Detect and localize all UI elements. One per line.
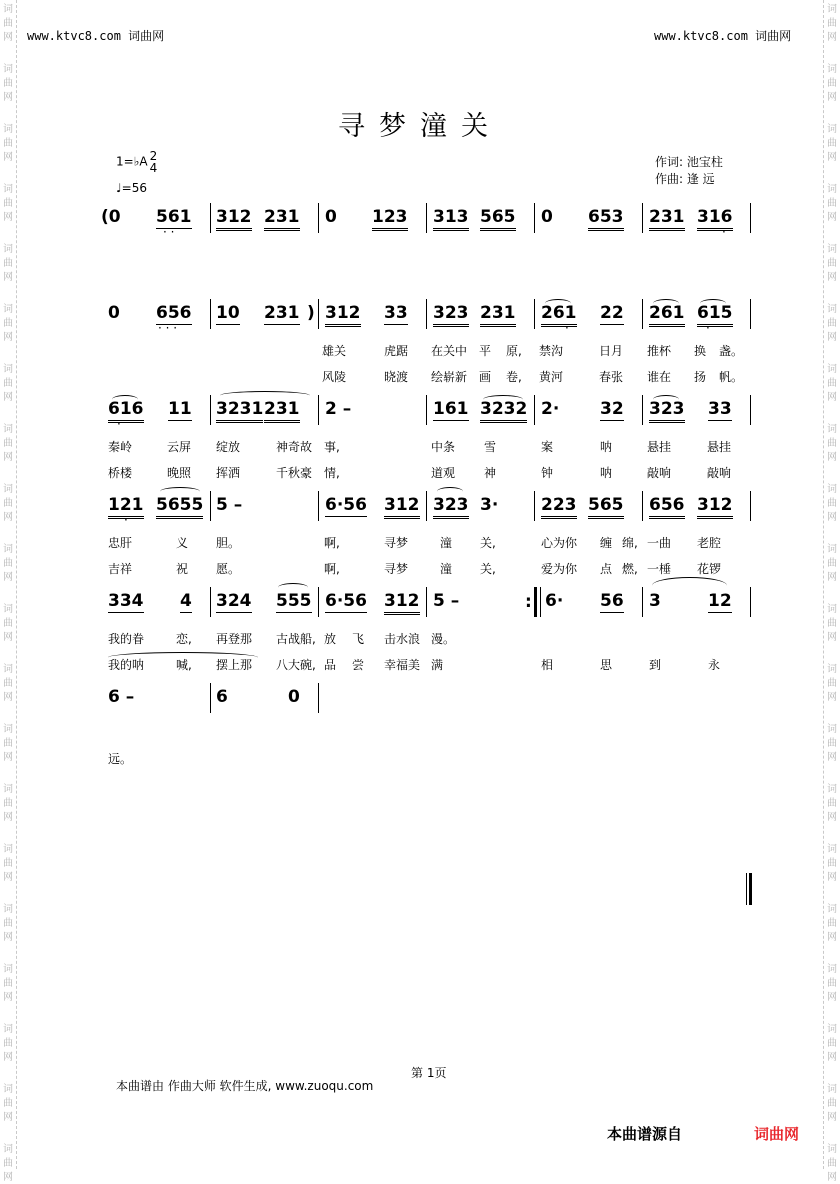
source-site-link[interactable]: 词曲网: [754, 1125, 800, 1143]
watermark-glyph: 网: [827, 1172, 837, 1183]
watermark-glyph: 网: [827, 632, 837, 643]
watermark-glyph: 曲: [827, 1158, 837, 1169]
watermark-glyph: 曲: [827, 1038, 837, 1049]
time-top: 2: [149, 149, 158, 163]
note: 6 –: [108, 687, 135, 707]
note: 323: [649, 399, 685, 423]
watermark-glyph: 曲: [827, 1098, 837, 1109]
watermark-glyph: 网: [3, 752, 13, 763]
final-barline: [746, 873, 747, 905]
watermark-glyph: 曲: [3, 618, 13, 629]
note: 261: [649, 303, 685, 327]
watermark-glyph: 词: [827, 304, 837, 315]
note: 22: [600, 303, 624, 323]
watermark-glyph: 曲: [827, 78, 837, 89]
note: 5655: [156, 495, 203, 519]
watermark-glyph: 词: [827, 1024, 837, 1035]
note: 313: [433, 207, 469, 231]
watermark-glyph: 曲: [827, 498, 837, 509]
note: 316: [697, 207, 733, 231]
watermark-glyph: 网: [3, 632, 13, 643]
watermark-glyph: 网: [827, 392, 837, 403]
note: 11: [168, 399, 192, 419]
watermark-glyph: 网: [3, 812, 13, 823]
note: 231: [264, 303, 300, 323]
watermark-glyph: 网: [3, 152, 13, 163]
watermark-glyph: 曲: [3, 318, 13, 329]
note: 312: [384, 495, 420, 519]
watermark-glyph: 曲: [3, 18, 13, 29]
watermark-glyph: 词: [827, 244, 837, 255]
watermark-glyph: 词: [3, 904, 13, 915]
watermark-glyph: 词: [827, 484, 837, 495]
watermark-glyph: 网: [3, 932, 13, 943]
key-signature: 1=♭A 2 4: [116, 149, 158, 175]
note: 561: [156, 207, 192, 227]
watermark-glyph: 曲: [3, 798, 13, 809]
watermark-glyph: 网: [827, 32, 837, 43]
watermark-glyph: 曲: [827, 18, 837, 29]
watermark-glyph: 词: [3, 1024, 13, 1035]
tempo-mark: ♩=56: [116, 181, 147, 195]
watermark-glyph: 曲: [827, 978, 837, 989]
note: 0: [108, 303, 120, 323]
note: 10: [216, 303, 240, 323]
note: 656: [649, 495, 685, 519]
watermark-glyph: 词: [3, 304, 13, 315]
note: 653: [588, 207, 624, 231]
watermark-glyph: 词: [3, 1144, 13, 1155]
watermark-glyph: 词: [827, 784, 837, 795]
watermark-glyph: 网: [3, 992, 13, 1003]
source-label: 本曲谱源自: [607, 1125, 683, 1143]
note: 231: [264, 399, 300, 423]
note: 123: [372, 207, 408, 231]
watermark-glyph: 曲: [3, 858, 13, 869]
note: 4: [180, 591, 192, 611]
watermark-glyph: 网: [827, 332, 837, 343]
note: 12: [708, 591, 732, 611]
note: 565: [480, 207, 516, 231]
note: 616: [108, 399, 144, 423]
watermark-glyph: 词: [827, 364, 837, 375]
watermark-glyph: 词: [3, 64, 13, 75]
note: 3232: [480, 399, 527, 423]
watermark-glyph: 曲: [3, 258, 13, 269]
note: ): [307, 303, 315, 323]
watermark-glyph: 网: [3, 452, 13, 463]
left-watermark-strip: [0, 0, 17, 1183]
watermark-glyph: 曲: [827, 678, 837, 689]
watermark-glyph: 曲: [827, 918, 837, 929]
watermark-glyph: 曲: [827, 438, 837, 449]
watermark-glyph: 词: [827, 1144, 837, 1155]
note: 6·56: [325, 591, 367, 611]
watermark-glyph: 网: [827, 212, 837, 223]
watermark-glyph: 词: [3, 364, 13, 375]
note: 5 –: [216, 495, 243, 515]
watermark-glyph: 网: [3, 872, 13, 883]
watermark-glyph: 网: [827, 572, 837, 583]
watermark-glyph: 词: [827, 64, 837, 75]
watermark-glyph: 词: [3, 664, 13, 675]
note: 312: [697, 495, 733, 519]
note: 2·: [541, 399, 560, 419]
watermark-glyph: 网: [3, 332, 13, 343]
note: 565: [588, 495, 624, 519]
note: 223: [541, 495, 577, 519]
watermark-glyph: 网: [3, 92, 13, 103]
watermark-glyph: 词: [3, 184, 13, 195]
composer-credit: 作曲: 逢 远: [655, 172, 715, 186]
note: 231: [264, 207, 300, 231]
watermark-glyph: 词: [827, 664, 837, 675]
watermark-glyph: 网: [827, 92, 837, 103]
note: 33: [708, 399, 732, 419]
watermark-glyph: 曲: [3, 1158, 13, 1169]
watermark-glyph: 曲: [827, 198, 837, 209]
watermark-glyph: 曲: [827, 858, 837, 869]
watermark-glyph: 词: [3, 544, 13, 555]
note: 6·56: [325, 495, 367, 515]
note: 121: [108, 495, 144, 519]
note: 231: [480, 303, 516, 327]
note: 312: [216, 207, 252, 231]
watermark-glyph: 网: [3, 512, 13, 523]
watermark-glyph: 词: [3, 1084, 13, 1095]
watermark-glyph: 曲: [3, 1098, 13, 1109]
watermark-glyph: 网: [827, 1052, 837, 1063]
watermark-glyph: 曲: [3, 678, 13, 689]
note: 5 –: [433, 591, 460, 611]
watermark-glyph: 词: [827, 844, 837, 855]
watermark-glyph: 网: [827, 1112, 837, 1123]
watermark-glyph: 词: [827, 544, 837, 555]
note: 312: [325, 303, 361, 327]
note: 312: [384, 591, 420, 615]
watermark-glyph: 词: [3, 424, 13, 435]
watermark-glyph: 词: [3, 604, 13, 615]
note: 3·: [480, 495, 499, 515]
watermark-glyph: 词: [3, 844, 13, 855]
watermark-glyph: 曲: [3, 78, 13, 89]
watermark-glyph: 网: [827, 452, 837, 463]
song-title: 寻梦潼关: [338, 111, 502, 142]
site-url-left[interactable]: www.ktvc8.com 词曲网: [27, 29, 165, 43]
generator-note: 本曲谱由 作曲大师 软件生成, www.zuoqu.com: [116, 1079, 374, 1093]
watermark-glyph: 曲: [3, 138, 13, 149]
page-number: 第 1页: [411, 1066, 447, 1080]
watermark-glyph: 词: [3, 244, 13, 255]
note: 615: [697, 303, 733, 327]
note: 261: [541, 303, 577, 327]
watermark-glyph: 曲: [3, 498, 13, 509]
watermark-glyph: 网: [3, 1112, 13, 1123]
watermark-glyph: 网: [3, 32, 13, 43]
watermark-glyph: 曲: [3, 558, 13, 569]
watermark-glyph: 网: [827, 512, 837, 523]
watermark-glyph: 词: [827, 424, 837, 435]
note: 0: [541, 207, 553, 227]
note: 6: [216, 687, 228, 707]
note: 3231: [216, 399, 263, 423]
watermark-glyph: 词: [3, 124, 13, 135]
watermark-glyph: 网: [827, 152, 837, 163]
watermark-glyph: 词: [3, 964, 13, 975]
watermark-glyph: 曲: [827, 798, 837, 809]
watermark-glyph: 曲: [3, 978, 13, 989]
watermark-glyph: 网: [3, 1052, 13, 1063]
lyrics-row-6: 远。: [108, 752, 133, 766]
watermark-glyph: 网: [827, 872, 837, 883]
watermark-glyph: 曲: [827, 378, 837, 389]
watermark-glyph: 曲: [827, 318, 837, 329]
watermark-glyph: 网: [827, 992, 837, 1003]
note: 323: [433, 303, 469, 327]
watermark-glyph: 曲: [827, 138, 837, 149]
watermark-glyph: 词: [827, 184, 837, 195]
watermark-glyph: 词: [3, 724, 13, 735]
right-watermark-strip: [823, 0, 840, 1183]
note: 3: [649, 591, 661, 611]
note: 56: [600, 591, 624, 611]
watermark-glyph: 网: [3, 692, 13, 703]
note: 324: [216, 591, 252, 611]
watermark-glyph: 网: [3, 392, 13, 403]
watermark-glyph: 词: [3, 4, 13, 15]
note: 6·: [545, 591, 564, 611]
watermark-glyph: 词: [827, 604, 837, 615]
watermark-glyph: 曲: [3, 1038, 13, 1049]
watermark-glyph: 曲: [827, 258, 837, 269]
watermark-glyph: 词: [827, 724, 837, 735]
note: 555: [276, 591, 312, 611]
watermark-glyph: 词: [827, 1084, 837, 1095]
watermark-glyph: 曲: [3, 918, 13, 929]
watermark-glyph: 网: [3, 572, 13, 583]
watermark-glyph: 曲: [3, 198, 13, 209]
watermark-glyph: 曲: [3, 378, 13, 389]
watermark-glyph: 网: [827, 932, 837, 943]
note: 334: [108, 591, 144, 611]
lyricist-credit: 作词: 池宝柱: [655, 155, 723, 169]
note: 32: [600, 399, 624, 419]
watermark-glyph: 词: [827, 964, 837, 975]
watermark-glyph: 词: [827, 124, 837, 135]
watermark-glyph: 曲: [827, 738, 837, 749]
time-bottom: 4: [149, 161, 158, 175]
watermark-glyph: 曲: [3, 738, 13, 749]
watermark-glyph: 词: [827, 904, 837, 915]
note: 0: [288, 687, 300, 707]
watermark-glyph: 网: [3, 1172, 13, 1183]
watermark-glyph: 网: [827, 692, 837, 703]
note: (0: [101, 207, 121, 227]
note: 323: [433, 495, 469, 519]
site-url-right[interactable]: www.ktvc8.com 词曲网: [654, 29, 792, 43]
watermark-glyph: 曲: [827, 558, 837, 569]
watermark-glyph: 词: [3, 784, 13, 795]
note: 2 –: [325, 399, 352, 419]
watermark-glyph: 网: [827, 272, 837, 283]
watermark-glyph: 网: [827, 752, 837, 763]
watermark-glyph: 曲: [827, 618, 837, 629]
watermark-glyph: 曲: [3, 438, 13, 449]
watermark-glyph: 网: [3, 272, 13, 283]
note: 33: [384, 303, 408, 323]
note: 656: [156, 303, 192, 323]
watermark-glyph: 词: [3, 484, 13, 495]
watermark-glyph: 词: [827, 4, 837, 15]
note: 231: [649, 207, 685, 231]
note: 0: [325, 207, 337, 227]
watermark-glyph: 网: [3, 212, 13, 223]
watermark-glyph: 网: [827, 812, 837, 823]
note: 161: [433, 399, 469, 419]
